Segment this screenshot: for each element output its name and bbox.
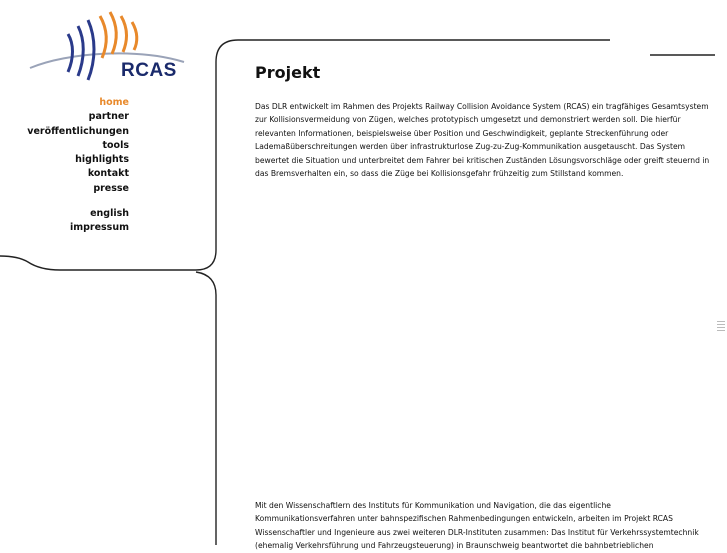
nav-item-tools[interactable]: tools [102,139,129,151]
page-scrollbar[interactable] [715,0,727,545]
nav-item-contact[interactable]: kontakt [87,168,129,180]
nav-item-imprint[interactable]: impressum [69,222,129,234]
nav-item-partner[interactable]: partner [88,111,129,123]
nav-item-home[interactable]: home [99,97,129,108]
scrollbar-grip-icon[interactable] [717,321,725,333]
nav-spacer [27,196,129,207]
partners-paragraph: Mit den Wissenschaftlern des Instituts für Kommunikation und Navigation, die das eigentliche Kommunikationsverfahren unter bahnspezifischen Rahmenbedingungen entwickeln, arbeiten im Projekt RCAS Wissenschaftler und Ingenieure aus zwei weiteren DLR-Instituten zusammen: Das Institut für Verkehrssystemtechnik (ehemalig Verkehrsführung und Fahrzeugsteuerung) in Braunschweig beantwortet die bahnbetrieblichen [255,501,699,551]
nav-item-press[interactable]: presse [93,182,129,194]
nav-item-english[interactable]: english [90,208,129,220]
nav-item-highlights[interactable]: highlights [75,154,129,166]
logo-text: RCAS [121,60,177,81]
nav-item-publications[interactable]: veröffentlichungen [27,125,129,137]
intro-paragraph: Das DLR entwickelt im Rahmen des Projekts Railway Collision Avoidance System (RCAS) ein tragfähiges Gesamtsystem zur Kollisionsvermeidung von Zügen, welches prototypisch umgesetzt und demonstriert werden soll. Die hierfür relevanten Informationen, beispielsweise über Position und Geschwindigkeit, geplante Streckenführung oder Lademaßüberschreitungen werden über infrastrukturlose Zug-zu-Zug-Kommunikation ausgetauscht. Das System bewertet die Situation und unterbreitet dem Fahrer bei kritischen Zuständen Lösungsvorschläge oder greift steuernd in das Bremsverhalten ein, so dass die Züge bei Kollisionsgefahr frühzeitig zum Stillstand kommen. [255,102,710,179]
main-nav [27,96,129,236]
page-title: Projekt [255,63,321,82]
